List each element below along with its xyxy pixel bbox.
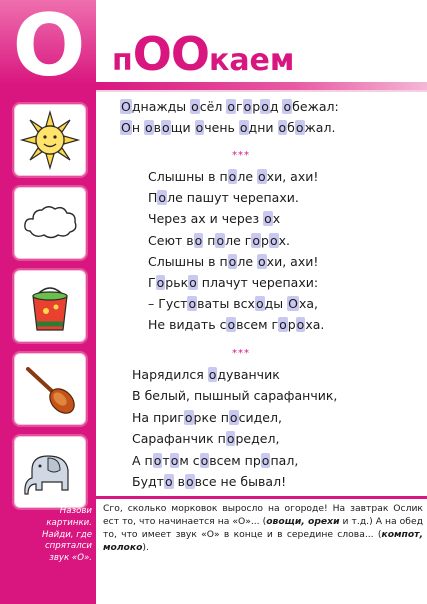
poem-line: Через ах и через ох (148, 211, 281, 227)
poem (120, 96, 420, 493)
cloud-icon (18, 191, 82, 255)
bucket-icon (18, 274, 82, 338)
poem-line: Однажды осёл огород обежал: (121, 99, 339, 114)
separator: *** (232, 347, 250, 359)
poem-line: Слышны в поле охи, ахи! (148, 169, 319, 184)
title-suffix: каем (208, 43, 295, 78)
title-prefix: п (112, 43, 133, 78)
poem-stanza-3 (120, 364, 420, 493)
poem-line: Горько плачут черепахи: (148, 275, 319, 291)
big-letter: О (12, 0, 84, 96)
poem-intro (120, 96, 420, 138)
thumbnail[interactable] (14, 436, 86, 508)
poem-line: Нарядился одуванчик (132, 366, 280, 382)
thumbnail-column (14, 104, 86, 519)
poem-line: Не видать совсем гороха. (148, 317, 325, 333)
thumbnail[interactable] (14, 353, 86, 425)
separator: *** (232, 150, 250, 161)
poem-stanza-2 (120, 166, 420, 336)
instruction-text: Назови картинки. Найди, где спряталси звук «О». (41, 506, 92, 564)
poem-line: Будто вовсе не бывал! (132, 474, 287, 490)
page-title (112, 26, 294, 84)
poem-line: Сеют во поле горох. (148, 232, 291, 248)
poem-line: На пригорке посидел, (132, 409, 282, 425)
thumbnail[interactable] (14, 270, 86, 342)
poem-line: Слышны в поле охи, ахи! (148, 253, 319, 269)
task-rule (96, 496, 427, 499)
title-big: ОО (132, 27, 209, 81)
spoon-icon (18, 357, 82, 421)
poem-line: В белый, пышный сарафанчик, (132, 388, 338, 404)
poem-line: А потом совсем пропал, (132, 452, 299, 468)
thumbnail[interactable] (14, 187, 86, 259)
sun-icon (18, 108, 82, 172)
elephant-icon (18, 440, 82, 504)
poem-line: Сарафанчик поредел, (132, 431, 280, 447)
task-text: Сго, сколько морковок выросло на огороде! На завтрак Ослик ест то, что начинается на «О»... (овощи, орехи и т.д.) А на обед то, что имеет звук «О» в конце и в середине слова... (компот, молоко). (103, 503, 423, 553)
poem-line: Он овощи очень одни обожал. (121, 120, 336, 135)
thumbnail[interactable] (14, 104, 86, 176)
poem-line: Поле пашут черепахи. (148, 190, 299, 206)
poem-line: – Густоваты всходы Оха, (148, 296, 319, 312)
